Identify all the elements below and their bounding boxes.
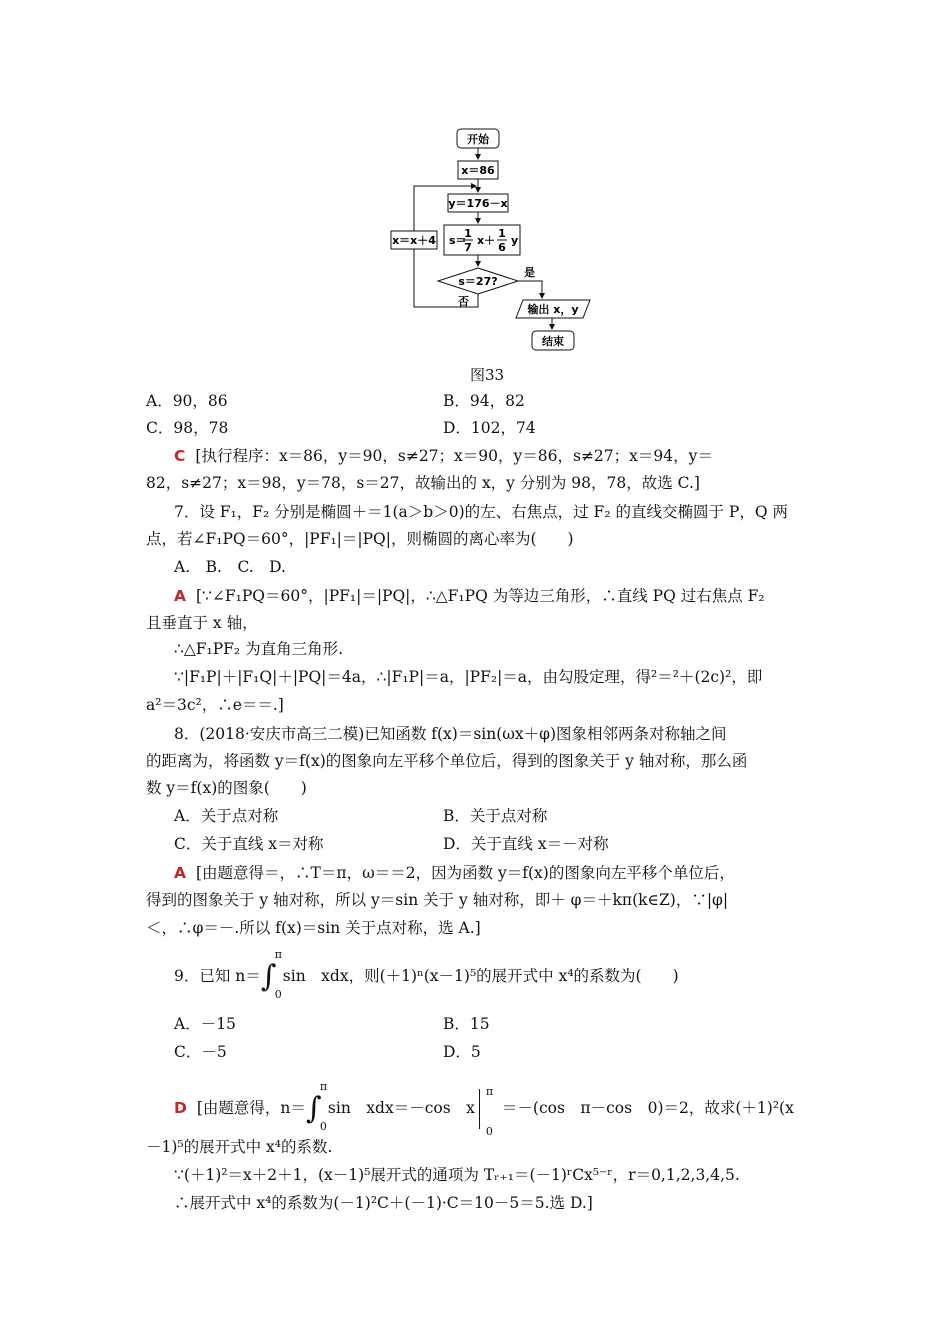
flow-no: 否 xyxy=(458,295,469,308)
q8-solution-line3: ＜，∴φ＝－.所以 f(x)＝sin 关于点对称，选 A.] xyxy=(146,919,481,937)
flow-init: x＝86 xyxy=(461,164,495,177)
q6-opt-a: A．90，86 xyxy=(146,392,228,410)
q7-answer: A xyxy=(174,587,186,605)
q9-opt-d: D．5 xyxy=(443,1043,481,1061)
q9-stem: 9．已知 n＝∫ π 0 sin xdx，则(＋1)ⁿ(x－1)⁵的展开式中 x⁴的系数为( ) xyxy=(174,948,679,1001)
q8-solution-line2: 得到的图象关于 y 轴对称，所以 y＝sin 关于 y 轴对称，即＋ φ＝＋kπ(k∈Z)，∵|φ| xyxy=(146,891,729,909)
flow-s-suffix: y xyxy=(511,234,519,247)
flow-step-y: y＝176－x xyxy=(448,197,508,210)
q8-solution-line1: A [由题意得＝，∴T＝π，ω＝＝2，因为函数 y＝f(x)的图象向左平移个单位后， xyxy=(174,864,735,882)
q8-opt-d: D．关于直线 x＝－对称 xyxy=(443,835,609,853)
flow-start: 开始 xyxy=(467,133,489,146)
flow-frac2-num: 1 xyxy=(498,227,506,240)
q9-solution-line4: ∴展开式中 x⁴的系数为(－1)²C＋(－1)·C＝10－5＝5.选 D.] xyxy=(174,1194,593,1212)
q9-solution-line3: ∵(＋1)²＝x＋2＋1，(x－1)⁵展开式的通项为 Tᵣ₊₁＝(－1)ʳCx⁵⁻ʳ，r＝0,1,2,3,4,5. xyxy=(174,1166,740,1184)
flow-frac1-den: 7 xyxy=(464,241,472,254)
q9-answer: D xyxy=(174,1099,187,1117)
q7-solution-line1: A [∵∠F₁PQ＝60°，|PF₁|＝|PQ|，∴△F₁PQ 为等边三角形，∴直线 PQ 过右焦点 F₂ xyxy=(174,587,765,605)
flow-output: 输出 x，y xyxy=(527,303,579,316)
flow-s-prefix: s＝ xyxy=(449,234,467,247)
q8-stem-line2: 的距离为，将函数 y＝f(x)的图象向左平移个单位后，得到的图象关于 y 轴对称，那么函 xyxy=(146,752,748,770)
flow-cond: s＝27? xyxy=(458,275,498,288)
q6-opt-b: B．94，82 xyxy=(443,392,525,410)
q7-options: A. B. C. D. xyxy=(174,558,286,576)
flow-yes: 是 xyxy=(524,266,535,279)
q8-stem-line1: 8．(2018·安庆市高三二模)已知函数 f(x)＝sin(ωx＋φ)图象相邻两条对称轴之间 xyxy=(174,725,727,743)
flow-s-mid: x＋ xyxy=(477,234,496,247)
q8-opt-b: B．关于点对称 xyxy=(443,807,548,825)
q7-solution-line4: ∵|F₁P|＋|F₁Q|＋|PQ|＝4a，∴|F₁P|＝a，|PF₂|＝a，由勾股定理，得²＝²＋(2c)²，即 xyxy=(174,668,763,686)
flow-frac2-den: 6 xyxy=(498,241,506,254)
flow-end: 结束 xyxy=(542,335,564,348)
q8-answer: A xyxy=(174,864,186,882)
q6-answer: C xyxy=(174,447,186,465)
q7-solution-line3: ∴△F₁PF₂ 为直角三角形. xyxy=(174,640,344,658)
q9-solution-line2: －1)⁵的展开式中 x⁴的系数. xyxy=(146,1138,333,1156)
q9-opt-b: B．15 xyxy=(443,1015,490,1033)
q9-opt-c: C．－5 xyxy=(174,1043,227,1061)
q9-opt-a: A．－15 xyxy=(174,1015,236,1033)
q7-stem-line1: 7．设 F₁，F₂ 分别是椭圆＋＝1(a＞b＞0)的左、右焦点，过 F₂ 的直线交椭圆于 P，Q 两 xyxy=(174,503,788,521)
q8-stem-line3: 数 y＝f(x)的图象( ) xyxy=(146,779,307,797)
q8-opt-c: C．关于直线 x＝对称 xyxy=(174,835,324,853)
flowchart xyxy=(380,125,610,355)
q6-opt-c: C．98，78 xyxy=(146,419,229,437)
q9-solution-line1: D [由题意得，n＝∫ π 0 sin xdx＝－cos x π 0 ＝－(cos π－cos 0)＝2，故求(＋1)²(x xyxy=(174,1080,794,1138)
q7-solution-line5: a²＝3c²，∴e＝＝.] xyxy=(146,696,284,714)
evaluation-bar: π 0 xyxy=(479,1089,502,1129)
flow-loop: x＝x＋4 xyxy=(392,234,436,247)
q8-opt-a: A．关于点对称 xyxy=(174,807,279,825)
flow-frac1-num: 1 xyxy=(464,227,472,240)
q7-stem-line2: 点，若∠F₁PQ＝60°，|PF₁|＝|PQ|，则椭圆的离心率为( ) xyxy=(146,530,574,548)
q7-solution-line2: 且垂直于 x 轴， xyxy=(146,614,258,632)
q6-solution-line1: C [执行程序：x＝86，y＝90，s≠27；x＝90，y＝86，s≠27；x＝94，y＝ xyxy=(174,447,713,465)
figure-caption: 图33 xyxy=(470,366,505,384)
q6-opt-d: D．102，74 xyxy=(443,419,536,437)
q6-solution-line2: 82，s≠27；x＝98，y＝78，s＝27，故输出的 x，y 分别为 98，78，故选 C.] xyxy=(146,474,700,492)
integral-sign: ∫ π 0 xyxy=(260,948,283,1001)
integral-sign: ∫ π 0 xyxy=(305,1080,328,1133)
